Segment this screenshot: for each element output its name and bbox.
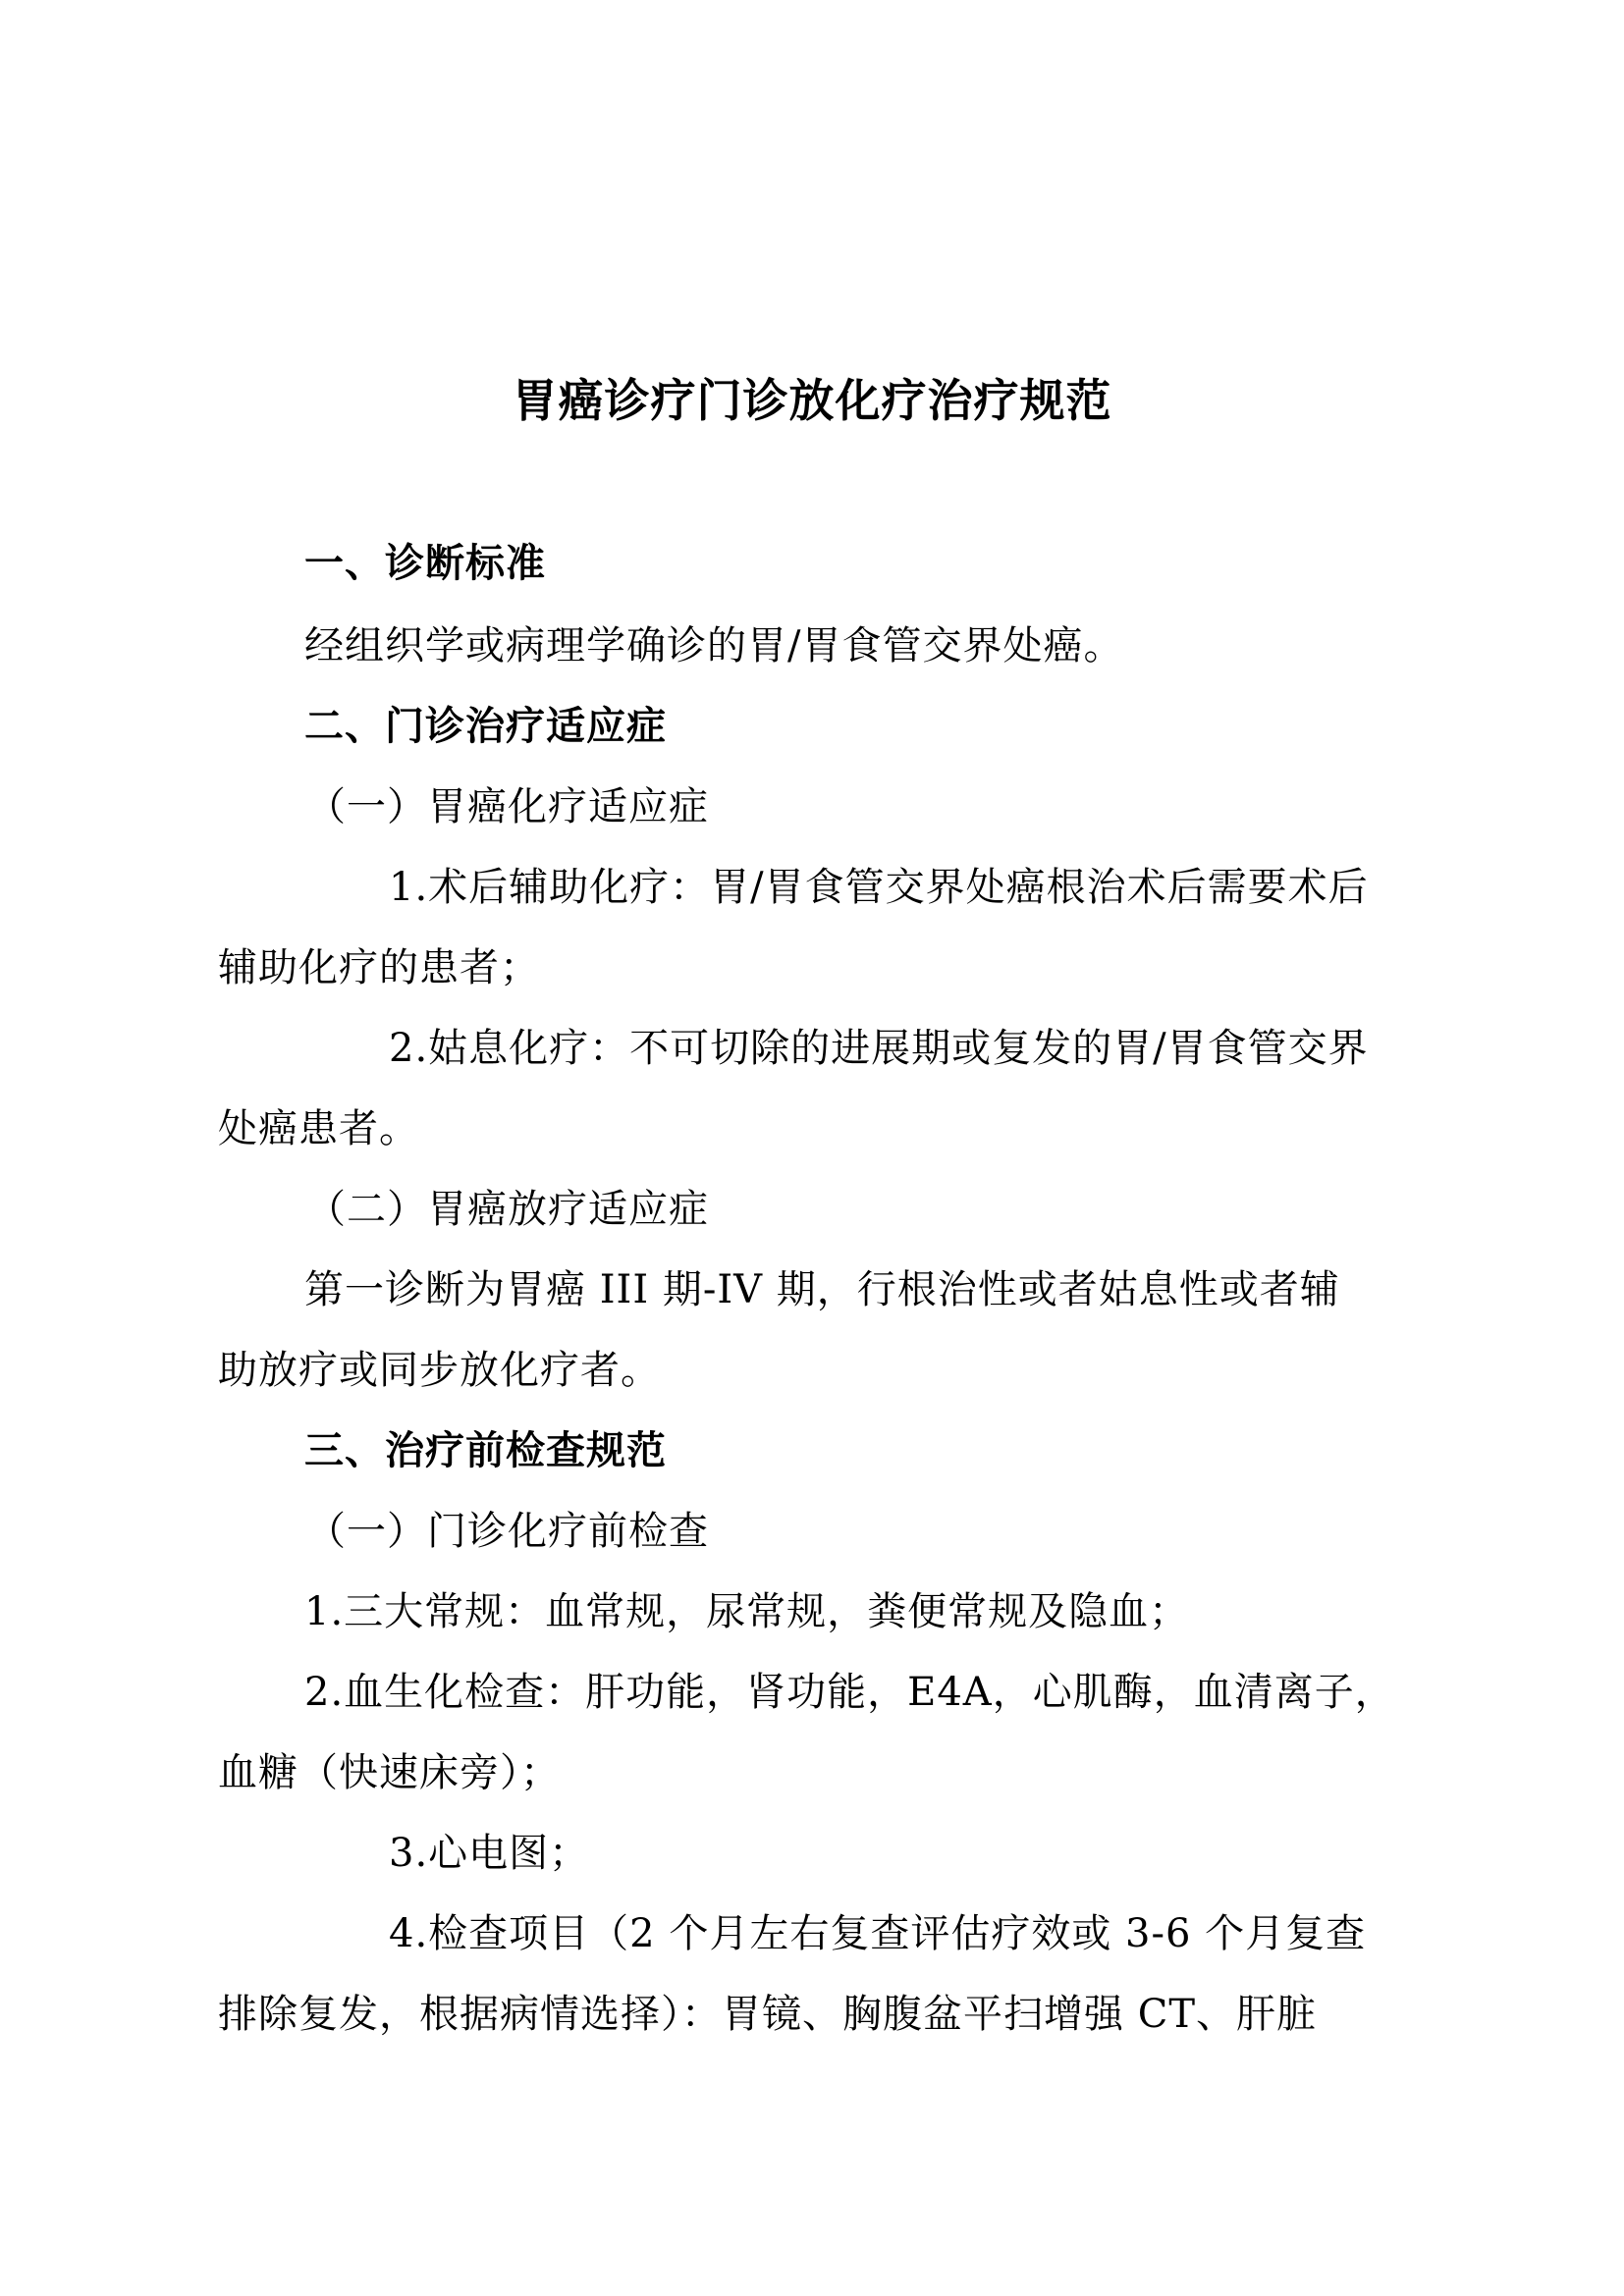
section-heading-diagnosis: 一、诊断标准 — [304, 541, 546, 586]
paragraph-line: 排除复发，根据病情选择）：胃镜、胸腹盆平扫增强 CT、肝脏 — [218, 1992, 1317, 2037]
section-heading-pretreatment-exams: 三、治疗前检查规范 — [304, 1428, 667, 1473]
paragraph-line: 助放疗或同步放化疗者。 — [218, 1348, 661, 1393]
paragraph-line: 2.姑息化疗：不可切除的进展期或复发的胃/胃食管交界 — [389, 1026, 1369, 1071]
paragraph-line: 处癌患者。 — [218, 1106, 419, 1151]
paragraph-line: 3.心电图； — [389, 1831, 590, 1876]
document-title: 胃癌诊疗门诊放化疗治疗规范 — [512, 374, 1112, 427]
paragraph-line: 辅助化疗的患者； — [218, 945, 540, 990]
section-heading-indications: 二、门诊治疗适应症 — [304, 704, 667, 749]
subsection-heading-outpatient-chemo-exams: （一）门诊化疗前检查 — [306, 1509, 709, 1554]
paragraph-line: 血糖（快速床旁）； — [218, 1750, 561, 1795]
paragraph-line: 1.三大常规：血常规，尿常规，粪便常规及隐血； — [304, 1589, 1190, 1634]
subsection-heading-chemo-indications: （一）胃癌化疗适应症 — [306, 784, 709, 829]
paragraph-line: 1.术后辅助化疗：胃/胃食管交界处癌根治术后需要术后 — [389, 865, 1369, 910]
paragraph-line: 经组织学或病理学确诊的胃/胃食管交界处癌。 — [304, 623, 1124, 668]
paragraph-line: 2.血生化检查：肝功能，肾功能，E4A，心肌酶，血清离子， — [304, 1670, 1395, 1715]
subsection-heading-radio-indications: （二）胃癌放疗适应症 — [306, 1187, 709, 1232]
paragraph-line: 第一诊断为胃癌 III 期-IV 期，行根治性或者姑息性或者辅 — [304, 1267, 1340, 1312]
paragraph-line: 4.检查项目（2 个月左右复查评估疗效或 3-6 个月复查 — [389, 1911, 1367, 1956]
